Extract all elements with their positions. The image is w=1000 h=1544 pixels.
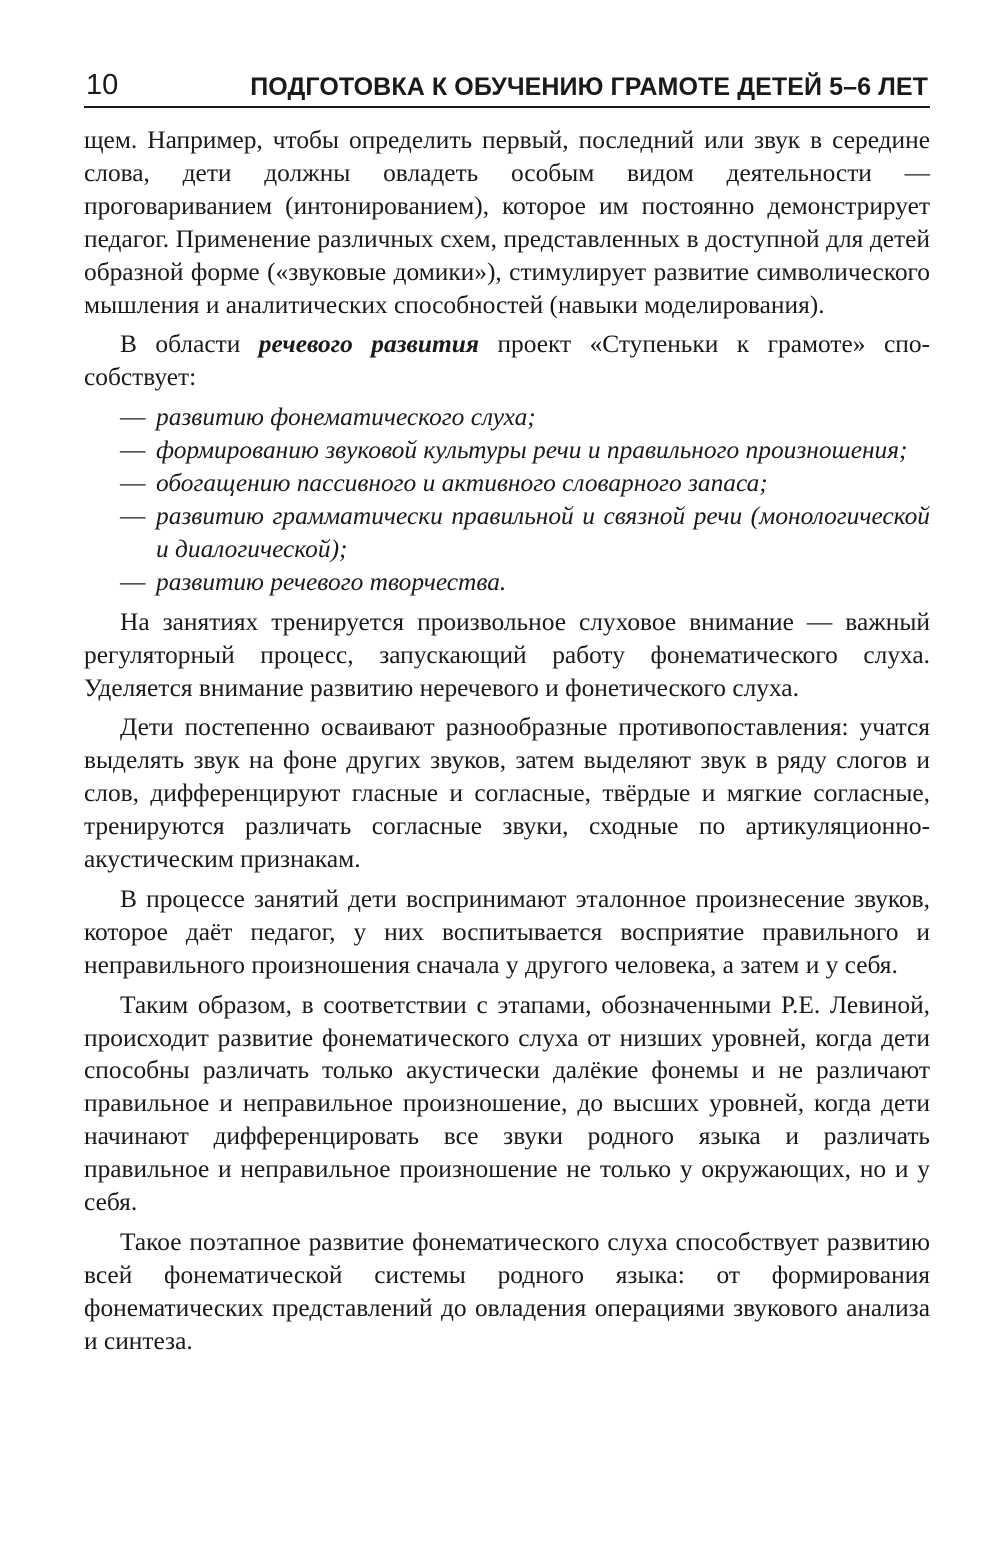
list-item-text: развитию фонематического слуха;: [156, 403, 536, 432]
goals-list: [84, 401, 930, 598]
header-rule: [84, 106, 930, 108]
list-item-text: формированию звуковой культуры речи и правильного произношения;: [156, 436, 908, 465]
paragraph-reference-pronunciation: В процессе занятий дети воспринимают эталонное произнесение звуков, которое даёт педагог, у них воспитывается восприятие правильного и неправильного произношения сначала у другого человека, а затем и у себя.: [84, 884, 930, 979]
list-item-text: обогащению пассивного и активного словарного запаса;: [156, 469, 768, 498]
list-item-text: развитию грамматически правильной и связной речи (монологической и диалогической);: [156, 501, 930, 563]
page-header: [86, 62, 928, 102]
emphasis-speech-development: речевого развития: [258, 330, 479, 359]
dash-bullet: —: [120, 436, 146, 465]
list-item: [84, 500, 930, 566]
paragraph-conclusion: Такое поэтапное развитие фонематического слуха способствует развитию всей фонематической системы родного языка: от формирования фонематических представлений до овладения операциями звукового анализа и синтеза.: [84, 1228, 930, 1355]
dash-bullet: —: [120, 403, 146, 432]
list-item: [84, 434, 930, 467]
paragraph-lead: В области: [120, 330, 259, 359]
dash-bullet: —: [120, 567, 146, 596]
paragraph-auditory-attention: На занятиях тренируется произвольное слуховое внимание — важный регуляторный процесс, запускающий работу фонематического слуха. Уделяется внимание развитию неречевого и фонетического слуха.: [84, 607, 930, 702]
paragraph-oppositions: Дети постепенно осваивают разнообразные противопоставления: учатся выделять звук на фоне других звуков, затем выделяют звук в ряду слогов и слов, дифференцируют гласные и согласные, твёрдые и мягкие согласные, тренируются различать согласные звуки, сходные по артикуляционно-акустическим признакам.: [84, 713, 930, 874]
paragraph-levina-stages: Таким образом, в соответствии с этапами, обозначенными Р.Е. Левиной, происходит развитие фонематического слуха от низших уровней, когда дети способны различать только акустически далёкие фонемы и не различают правильное и неправильное произношение, до высших уровней, когда дети начинают дифференцировать все звуки родного языка и различать правильное и неправильное произношение не только у окружающих, но и у себя.: [84, 990, 930, 1217]
list-item: [84, 467, 930, 500]
list-item-text: развитию речевого творчества.: [156, 567, 507, 596]
page-number: 10: [86, 69, 119, 101]
dash-bullet: —: [120, 501, 146, 530]
body-text: [84, 124, 930, 1358]
list-item: [84, 401, 930, 434]
list-item: [84, 566, 930, 599]
dash-bullet: —: [120, 469, 146, 498]
paragraph-tail: проект «Ступеньки к грамоте» способствует:: [84, 330, 930, 392]
running-head: ПОДГОТОВКА К ОБУЧЕНИЮ ГРАМОТЕ ДЕТЕЙ 5–6 ЛЕТ: [250, 73, 928, 101]
paragraph-continued: щем. Например, чтобы определить первый, последний или звук в середине слова, дети должны овладеть особым видом деятельности — проговариванием (интонированием), которое им постоянно демонстрирует педагог. Применение различных схем, представленных в доступной для детей образной форме («звуковые домики»), стимулирует развитие символического мышления и аналитических способностей (навыки моделирования).: [84, 126, 930, 319]
paragraph-speech-development: [84, 328, 930, 394]
